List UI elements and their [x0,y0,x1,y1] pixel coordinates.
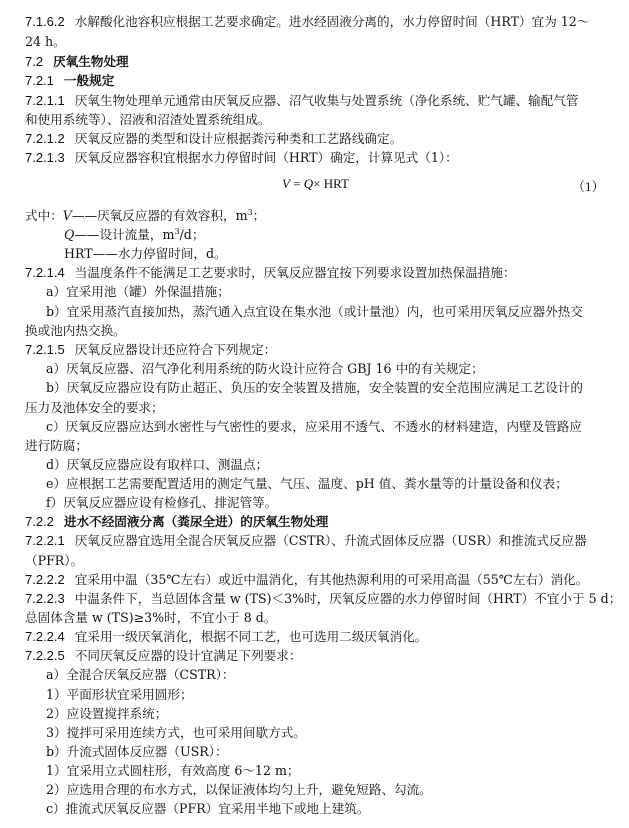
where-symbol: HRT [64,246,93,261]
clause-text: 厌氧反应器容积宜根据水力停留时间（HRT）确定，计算见式（1）： [74,150,458,165]
list-item-text: 2）应设置搅拌系统； [46,706,168,721]
list-item [46,455,268,474]
list-item [46,282,230,301]
list-item [46,799,369,818]
formula [282,176,349,192]
list-item [46,704,167,723]
clause-text: 不同厌氧反应器的设计宜满足下列要求： [74,648,302,663]
clause-text: 当温度条件不能满足工艺要求时，厌氧反应器宜按下列要求设置加热保温措施： [74,265,516,280]
superscript: 3 [247,208,253,217]
list-item-text: c）推流式厌氧反应器（PFR）宜采用半地下或地上建筑。 [46,801,370,816]
list-item-text: d）厌氧反应器应设有取样口、测温点； [46,457,269,472]
clause-continuation [25,32,66,51]
list-item-text: a）宜采用池（罐）外保温措施； [46,284,230,299]
list-item-text: b）升流式固体反应器（USR）： [46,744,228,759]
where-tail: ； [252,208,266,223]
where-text: ——厌氧反应器的有效容积，m [71,208,248,223]
clause-text: 厌氧反应器宜选用全混合厌氧反应器（CSTR）、升流式固体反应器（USR）和推流式反应器 [74,533,587,548]
clause-number: 7.2.2.3 [25,591,65,606]
where-tail: /d； [179,227,205,242]
clause-7-2-2-2 [25,570,588,589]
section-heading-7-2-1 [25,71,114,90]
clause-number: 7.1.6.2 [25,14,65,29]
list-item [46,359,484,378]
where-line-hrt [64,244,227,263]
list-item [46,665,234,684]
clause-number: 7.2.2.2 [25,572,65,587]
list-item-text: 2）应选用合理的布水方式，以保证液体均匀上升，避免短路、勾流。 [46,782,432,797]
where-line-q [64,225,204,244]
clause-number: 7.2.1.2 [25,131,65,146]
list-item-text: 换或池内热交换。 [25,323,126,338]
formula-equals: = [289,176,304,191]
list-item [46,780,432,799]
formula-rest: × HRT [313,176,349,191]
clause-text: 厌氧反应器设计还应符合下列规定： [74,342,277,357]
list-item-text: 压力及池体安全的要求； [25,400,164,415]
clause-7-2-1-1 [25,91,579,110]
where-prefix: 式中： [25,208,63,223]
where-line-v [25,206,265,225]
equation-number: （1） [572,179,605,194]
where-text: ——水力停留时间，d。 [92,246,227,261]
section-heading-7-2 [25,52,129,71]
clause-text: 24 h。 [25,34,66,49]
clause-text: 宜采用中温（35℃左右）或近中温消化，有其他热源利用的可采用高温（55℃左右）消化。 [74,572,589,587]
section-heading-7-2-2 [25,512,328,531]
list-item-text: a）全混合厌氧反应器（CSTR）： [46,667,235,682]
superscript: 3 [174,227,180,236]
list-item-text: e）应根据工艺需要配置适用的测定气量、气压、温度、pH 值、粪水量等的计量设备和仪表； [46,476,568,491]
clause-7-2-2-3 [25,589,621,608]
list-item [46,378,583,397]
section-title: 进水不经固液分离（粪尿全进）的厌氧生物处理 [63,514,329,529]
list-item [46,723,306,742]
clause-7-1-6-2 [25,12,589,31]
list-item [46,685,193,704]
clause-7-2-1-5 [25,340,276,359]
list-item [46,742,228,761]
section-title: 一般规定 [63,73,115,88]
clause-7-2-1-2 [25,129,402,148]
clause-7-2-1-3 [25,148,458,167]
clause-text: 水解酸化池容积应根据工艺要求确定。进水经固液分离的，水力停留时间（HRT）宜为 12～ [74,14,590,29]
formula-symbol-v: V [282,176,290,191]
clause-number: 7.2.2.5 [25,648,65,663]
clause-text: 厌氧生物处理单元通常由厌氧反应器、沼气收集与处置系统（净化系统、贮气罐、输配气管 [74,93,579,108]
where-symbol: V [62,208,72,223]
list-item [46,493,277,512]
clause-number: 7.2.1.3 [25,150,65,165]
list-item [46,302,583,321]
clause-7-2-1-4 [25,263,516,282]
clause-text: 总固体含量 w (TS)≥3%时，不宜小于 8 d。 [25,610,277,625]
section-title: 厌氧生物处理 [53,54,129,69]
clause-text: 和使用系统等）、沼液和沼渣处置系统组成。 [25,112,271,127]
clause-number: 7.2.2.1 [25,533,65,548]
clause-continuation [25,551,83,570]
clause-text: 厌氧反应器的类型和设计应根据粪污种类和工艺路线确定。 [74,131,403,146]
list-item-text: 1）平面形状宜采用圆形； [46,687,193,702]
list-item [46,474,568,493]
section-number: 7.2.1 [25,73,54,88]
list-item-text: b）厌氧反应器应设有防止超正、负压的安全装置及措施，安全装置的安全范围应满足工艺设计的 [46,380,583,395]
clause-continuation [25,110,271,129]
clause-number: 7.2.1.5 [25,342,65,357]
list-item-text: a）厌氧反应器、沼气净化利用系统的防火设计应符合 GBJ 16 中的有关规定； [46,361,484,376]
list-item-text: 3）搅拌可采用连续方式，也可采用间歇方式。 [46,725,306,740]
section-number: 7.2.2 [25,514,54,529]
clause-number: 7.2.1.1 [25,93,65,108]
list-item-continuation [25,321,126,340]
clause-text: 宜采用一级厌氧消化，根据不同工艺，也可选用二级厌氧消化。 [74,629,428,644]
clause-text: （PFR）。 [25,553,84,568]
formula-symbol-q: Q [303,176,314,191]
clause-7-2-2-1 [25,531,587,550]
list-item [46,761,300,780]
where-text: ——设计流量，m [74,227,175,242]
clause-number: 7.2.1.4 [25,265,65,280]
clause-continuation [25,608,276,627]
list-item-text: f）厌氧反应器应设有检修孔、排泥管等。 [46,495,278,510]
list-item [46,417,582,436]
list-item-text: 进行防腐； [25,438,88,453]
where-symbol: Q [64,227,75,242]
clause-text: 中温条件下，当总固体含量 w (TS)＜3%时，厌氧反应器的水力停留时间（HRT）不宜小于 5 d； [74,591,622,606]
list-item-continuation [25,398,164,417]
clause-7-2-2-5 [25,646,301,665]
clause-number: 7.2.2.4 [25,629,65,644]
list-item-text: b）宜采用蒸汽直接加热，蒸汽通入点宜设在集水池（或计量池）内，也可采用厌氧反应器外热交 [46,304,583,319]
list-item-continuation [25,436,88,455]
clause-7-2-2-4 [25,627,427,646]
list-item-text: 1）宜采用立式圆柱形，有效高度 6～12 m； [46,763,300,778]
list-item-text: c）厌氧反应器应达到水密性与气密性的要求，应采用不透气、不透水的材料建造，内壁及管路应 [46,419,582,434]
section-number: 7.2 [25,54,44,69]
